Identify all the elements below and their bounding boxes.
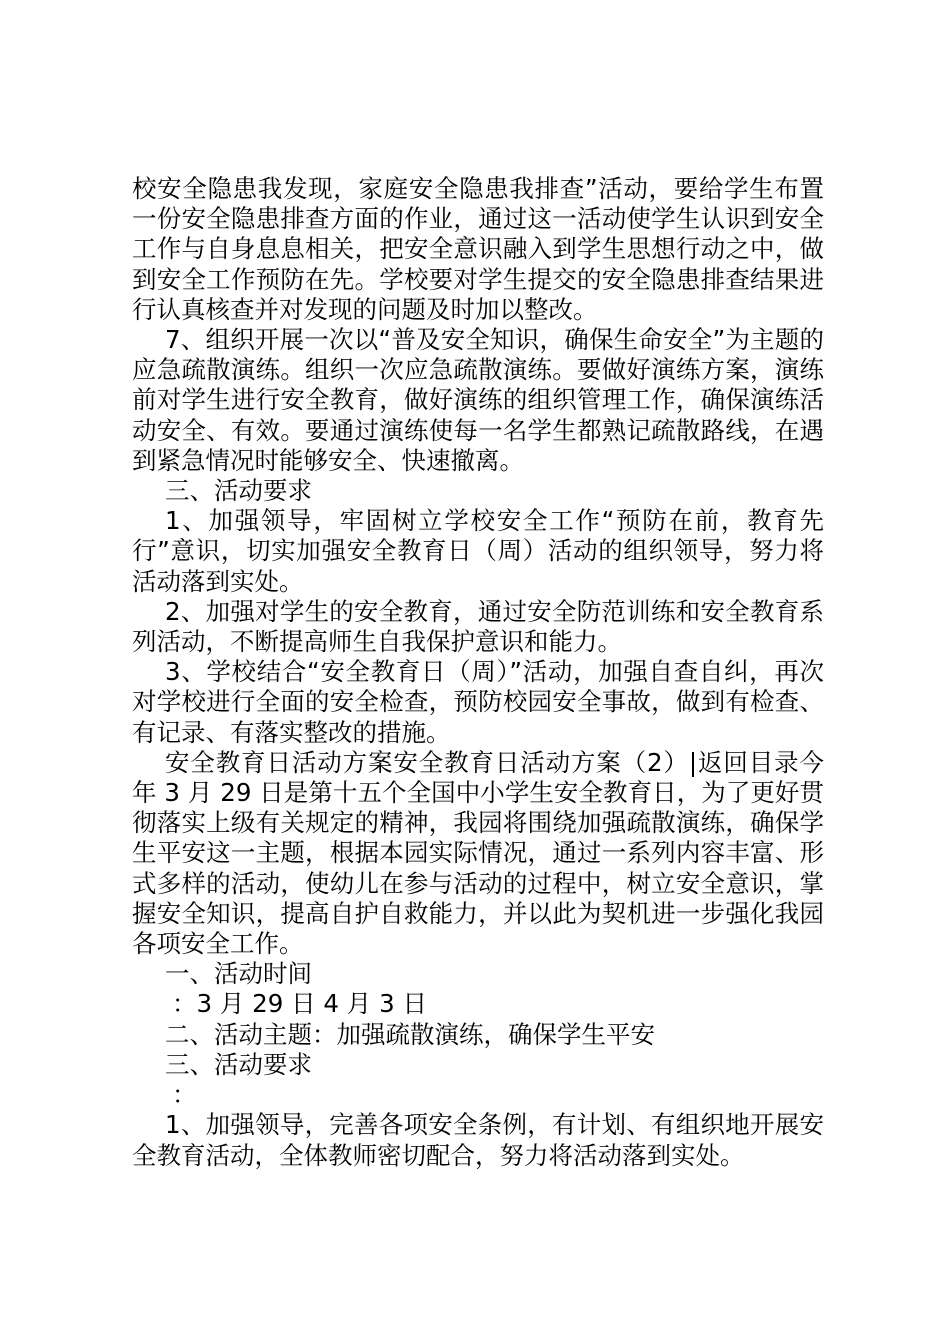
- heading-activity-theme: 二、活动主题：加强疏散演练，确保学生平安: [165, 1019, 655, 1049]
- paragraph-drill: 7、组织开展一次以“普及安全知识，确保生命安全”为主题的应急疏散演练。组织一次应急疏散演练。要做好演练方案，演练前对学生进行安全教育，做好演练的组织管理工作，确保演练活动安全、有效。要通过演练使每一名学生都熟记疏散路线，在遇到紧急情况时能够安全、快速撤离。: [132, 325, 824, 475]
- paragraph-colon: ：: [172, 1080, 197, 1110]
- heading-requirements-2: 三、活动要求: [165, 1049, 312, 1079]
- paragraph-requirement-3: 3、学校结合“安全教育日（周）”活动，加强自查自纠，再次对学校进行全面的安全检查，预防校园安全事故，做到有检查、有记录、有落实整改的措施。: [132, 657, 824, 747]
- paragraph-activity-dates: ：3 月 29 日 4 月 3 日: [172, 989, 427, 1019]
- paragraph-plan-2-intro: 安全教育日活动方案安全教育日活动方案（2）|返回目录今年 3 月 29 日是第十五个全国中小学生安全教育日，为了更好贯彻落实上级有关规定的精神，我园将围绕加强疏散演练，确保学生平安这一主题，根据本园实际情况，通过一系列内容丰富、形式多样的活动，使幼儿在参与活动的过程中，树立安全意识，掌握安全知识，提高自护自救能力，并以此为契机进一步强化我园各项安全工作。: [132, 747, 824, 959]
- heading-activity-time: 一、活动时间: [165, 959, 312, 989]
- document-body: [132, 174, 824, 1171]
- paragraph-leadership: 1、加强领导，完善各项安全条例，有计划、有组织地开展安全教育活动，全体教师密切配合，努力将活动落到实处。: [132, 1110, 824, 1170]
- paragraph-requirement-1: 1、加强领导，牢固树立学校安全工作“预防在前，教育先行”意识，切实加强安全教育日（周）活动的组织领导，努力将活动落到实处。: [132, 506, 824, 596]
- paragraph-hazard-check: 校安全隐患我发现，家庭安全隐患我排查”活动，要给学生布置一份安全隐患排查方面的作业，通过这一活动使学生认识到安全工作与自身息息相关，把安全意识融入到学生思想行动之中，做到安全工作预防在先。学校要对学生提交的安全隐患排查结果进行认真核查并对发现的问题及时加以整改。: [132, 174, 824, 324]
- paragraph-requirement-2: 2、加强对学生的安全教育，通过安全防范训练和安全教育系列活动，不断提高师生自我保护意识和能力。: [132, 596, 824, 657]
- heading-requirements: 三、活动要求: [165, 476, 312, 506]
